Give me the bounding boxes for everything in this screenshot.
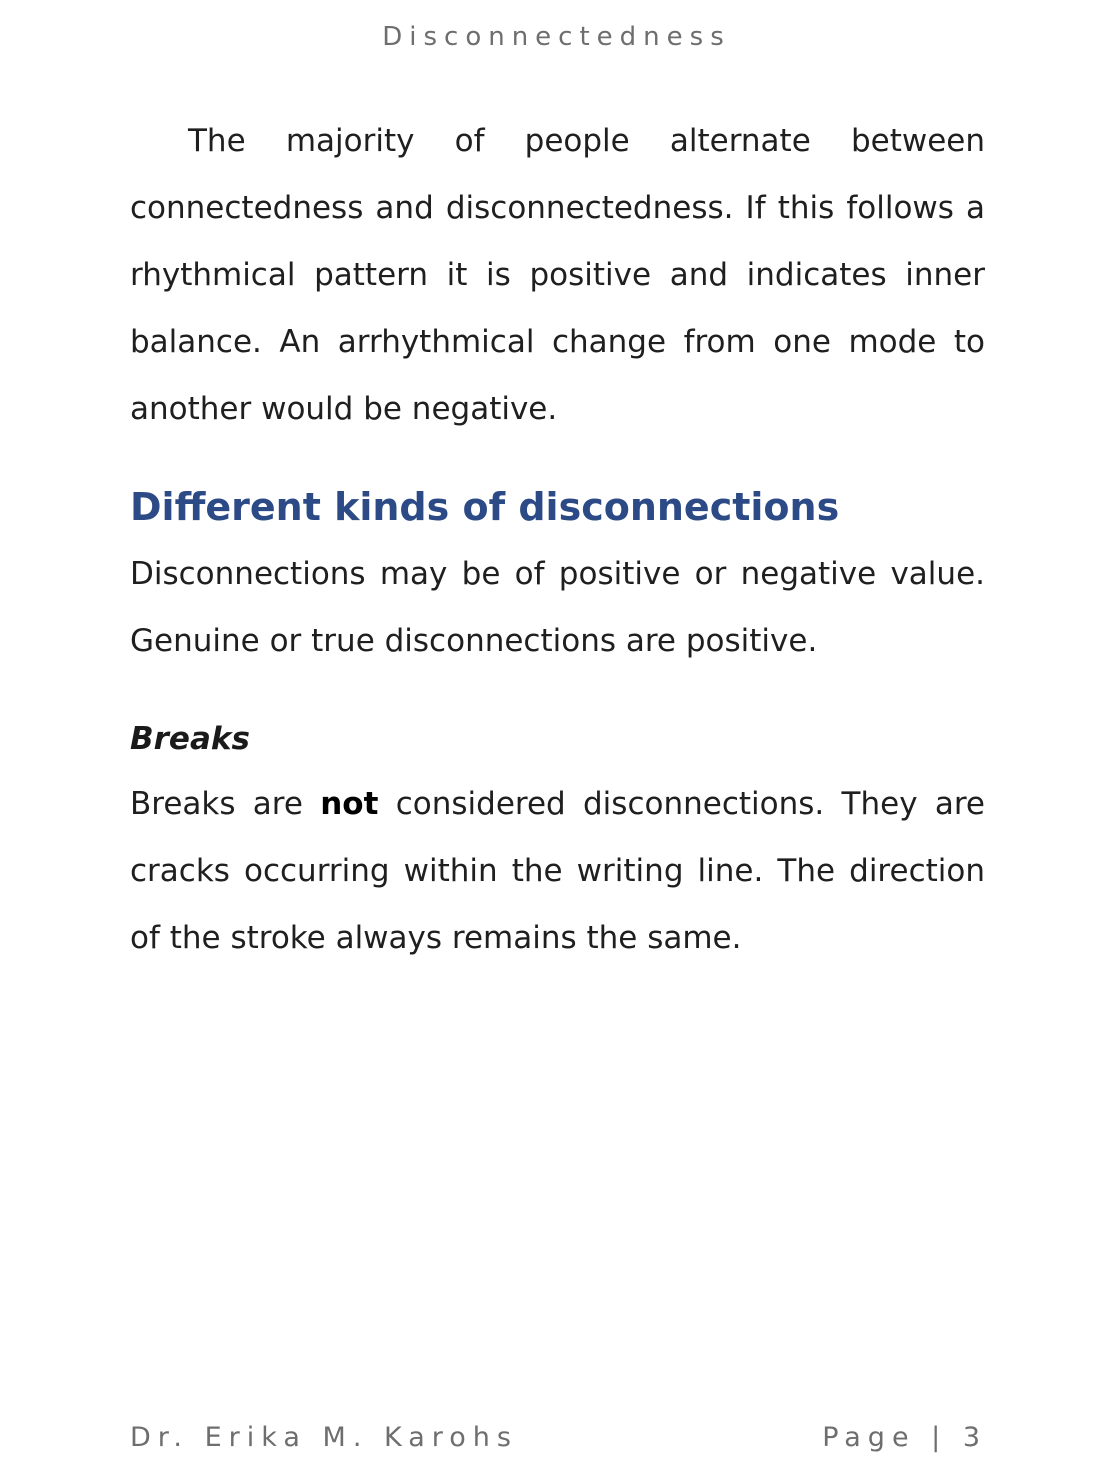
breaks-text-start: Breaks are <box>130 786 321 822</box>
breaks-paragraph <box>130 771 985 972</box>
footer-author: Dr. Erika M. Karohs <box>130 1422 518 1453</box>
running-header-title: Disconnectedness <box>382 22 731 52</box>
footer-page-number: Page | 3 <box>822 1422 987 1453</box>
intro-paragraph: The majority of people alternate between connectedness and disconnectedness. If this follows a rhythmical pattern it is positive and indicates inner balance. An arrhythmical change from one mode to another would be negative. <box>130 123 985 427</box>
section-heading: Different kinds of disconnections <box>130 485 840 529</box>
breaks-text-end: considered disconnections. They are cracks occurring within the writing line. The direction of the stroke always remains the same. <box>130 786 985 956</box>
page-content <box>130 108 985 972</box>
breaks-subheading: Breaks <box>130 721 250 757</box>
breaks-bold-not: not <box>320 786 379 822</box>
section-paragraph: Disconnections may be of positive or negative value. Genuine or true disconnections are positive. <box>130 556 985 659</box>
